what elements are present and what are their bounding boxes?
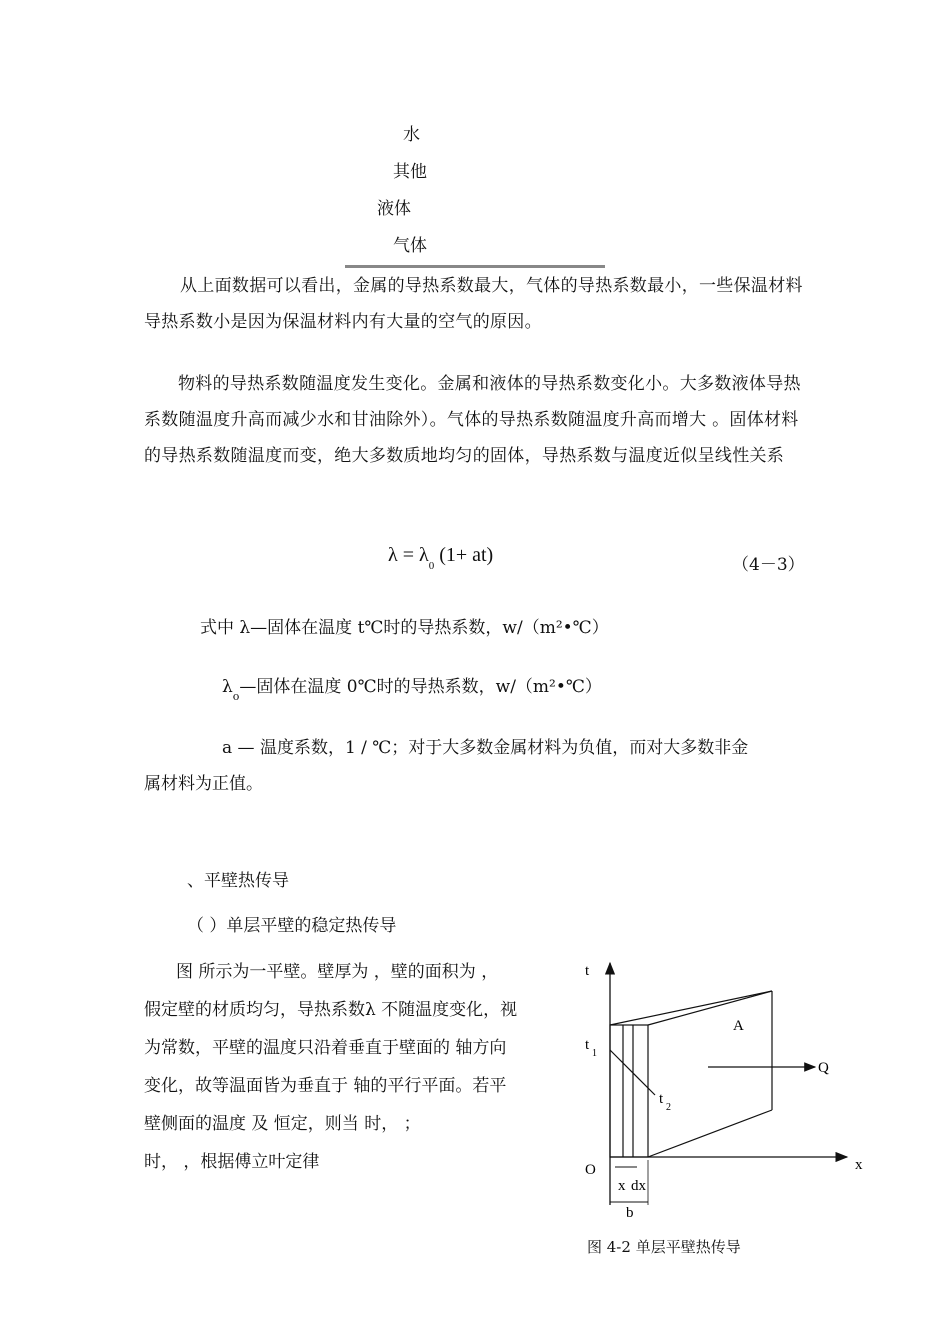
t1-label: t [585,1037,590,1053]
paragraph-temperature-dependence: 物料的导热系数随温度发生变化。金属和液体的导热系数变化小。大多数液体导热系数随温度升高而减少水和甘油除外）。气体的导热系数随温度升高而增大 。固体材料的导热系数随温度而变，绝大多数质地均匀的固体，导热系数与温度近似呈线性关系 [144,374,801,466]
wall-front-face [610,1025,648,1157]
heat-flow-label: Q [818,1060,829,1076]
section-heading: 、平壁热传导 [187,871,289,891]
table-cell-liquid: 液体 [377,199,411,219]
figure-caption: 图 4-2 单层平壁热传导 [587,1238,741,1256]
area-label: A [733,1018,744,1034]
formula-number: （4－3） [732,555,805,575]
section-subheading: （ ）单层平壁的稳定热传导 [187,916,397,936]
body-line-3: 为常数，平壁的温度只沿着垂直于壁面的 轴方向 [144,1038,507,1058]
formula-4-3 [388,544,493,572]
formula-subscript: 0 [428,560,435,572]
axis-t-label: t [585,963,590,979]
table-cell-gas: 气体 [393,236,427,256]
definition-lambda0-text: —固体在温度 0℃时的导热系数，w/（m²•℃） [239,677,602,697]
body-line-1: 图 所示为一平壁。壁厚为 ，壁的面积为 ， [176,962,499,982]
x-position-label: x [618,1178,626,1194]
wall-top-edge-right [648,991,772,1025]
table-cell-other: 其他 [393,162,427,182]
body-line-6: 时， ，根据傅立叶定律 [144,1152,320,1172]
table-cell-water: 水 [403,125,420,145]
plane-wall-figure [575,955,875,1225]
wall-bottom-edge [648,1110,772,1157]
body-line-4: 变化，故等温面皆为垂直于 轴的平行平面。若平 [144,1076,507,1096]
definition-lambda: 式中 λ—固体在温度 t℃时的导热系数，w/（m²•℃） [200,618,609,638]
t2-label: t [659,1091,664,1107]
body-line-2: 假定壁的材质均匀，导热系数λ 不随温度变化，视 [144,1000,518,1020]
origin-label: O [585,1162,596,1178]
wall-top-edge-left [610,991,772,1025]
t1-subscript: 1 [592,1048,597,1059]
definition-a-line2: 属材料为正值。 [144,774,263,794]
definition-lambda0-symbol: λ [222,677,233,697]
formula-rhs: (1+ at) [439,544,494,566]
dx-label: dx [631,1178,646,1194]
axis-x-label: x [855,1157,863,1173]
formula-lhs: λ = λ [388,544,429,566]
t2-subscript: 2 [666,1102,671,1113]
paragraph-metal-conductivity: 从上面数据可以看出，金属的导热系数最大，气体的导热系数最小，一些保温材料导热系数小是因为保温材料内有大量的空气的原因。 [144,276,803,332]
definition-a-line1: a — 温度系数，1 / ℃；对于大多数金属材料为负值，而对大多数非金 [222,738,749,758]
thickness-label: b [626,1205,634,1221]
definition-lambda0-sub: o [232,690,240,703]
definition-lambda0 [222,669,602,715]
body-line-5: 壁侧面的温度 及 恒定，则当 时， ； [144,1114,421,1134]
